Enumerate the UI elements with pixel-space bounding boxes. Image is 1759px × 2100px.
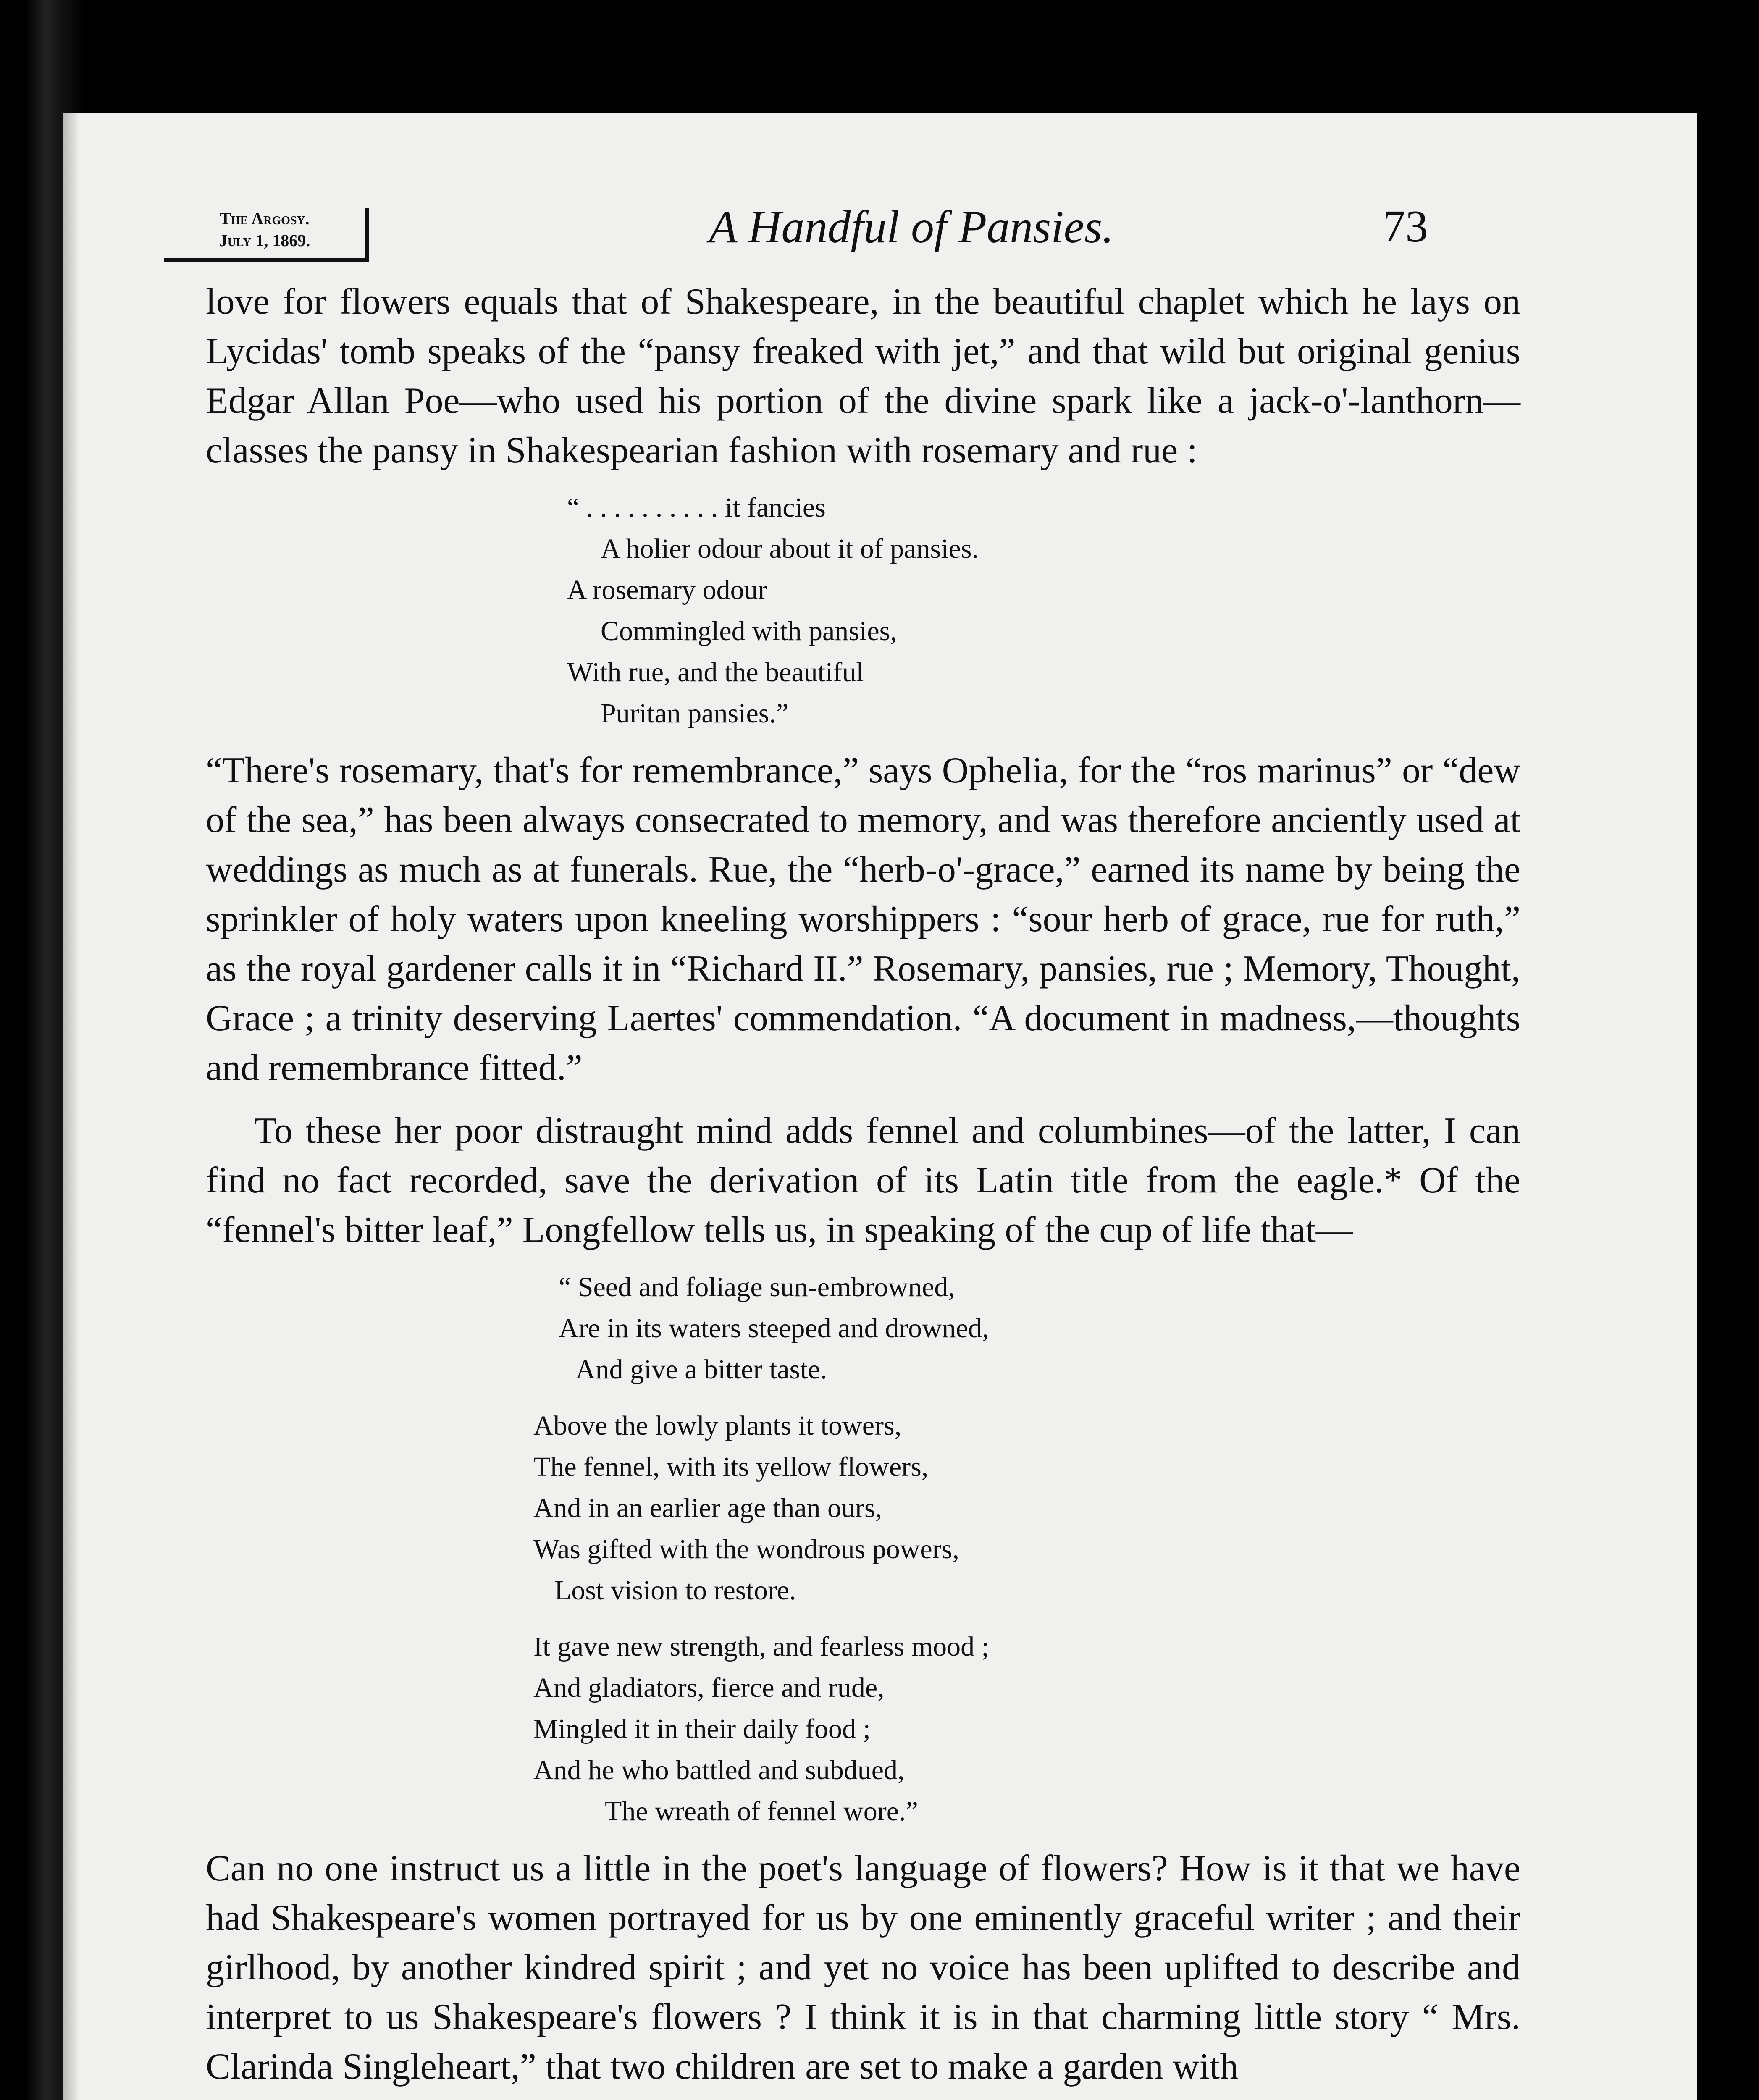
longfellow-quotation [533,1267,1520,1832]
running-head-line1: The Argosy. [220,209,310,228]
poem-line: Commingled with pansies, [601,616,897,646]
poem-line: And give a bitter taste. [575,1354,827,1385]
poem-line: Puritan pansies.” [601,698,789,729]
poem-line: It gave new strength, and fearless mood ; [533,1631,990,1662]
page-title: A Handful of Pansies. [709,201,1114,252]
running-header [164,195,1428,262]
poem-line: A holier odour about it of pansies. [601,533,979,564]
book-page [63,113,1697,2100]
poem-line: Was gifted with the wondrous powers, [533,1534,959,1564]
running-head-line2: July 1, 1869. [219,231,310,250]
paragraph-1: love for flowers equals that of Shakespeare, in the beautiful chaplet which he lays on Lycidas' tomb speaks of the “pansy freaked with jet,” and that wild but original genius Edgar Allan Poe—who used his portion of the divine spark like a jack-o'-lanthorn—classes the pansy in Shakespearian fashion with rosemary and rue : [206,281,1520,471]
page-body [206,277,1520,2092]
poem-line: And in an earlier age than ours, [533,1493,882,1523]
poem-line: A rosemary odour [567,575,767,605]
poem-line: Lost vision to restore. [554,1575,796,1606]
paragraph-3: To these her poor distraught mind adds fennel and columbines—of the latter, I can find no fact recorded, save the derivation of its Latin title from the eagle.* Of the “fennel's bitter leaf,” Longfellow tells us, in speaking of the cup of life that— [206,1110,1520,1250]
poem-line: And he who battled and subdued, [533,1755,905,1785]
page-number: 73 [1383,202,1428,252]
running-head-publication [164,208,369,262]
stanza-gap [533,1390,1520,1405]
poem-line: The fennel, with its yellow flowers, [533,1452,929,1482]
paragraph-2: “There's rosemary, that's for remembrance,” says Ophelia, for the “ros marinus” or “dew of the sea,” has been always consecrated to memory, and was therefore anciently used at weddings as much as at funerals. Rue, the “herb-o'-grace,” earned its name by being the sprinkler of holy waters upon kneeling worshippers : “sour herb of grace, rue for ruth,” as the royal gardener calls it in “Richard II.” Rosemary, pansies, rue ; Memory, Thought, Grace ; a trinity deserving Laertes' commendation. “A document in madness,—thoughts and remembrance fitted.” [206,750,1520,1088]
paragraph-4: Can no one instruct us a little in the poet's language of flowers? How is it that we have had Shakespeare's women portrayed for us by one eminently graceful writer ; and their girlhood, by another kindred spirit ; and yet no voice has been uplifted to describe and interpret to us Shakespeare's flowers ? I think it is in that charming little story “ Mrs. Clarinda Singleheart,” that two children are set to make a garden with [206,1848,1520,2087]
poe-quotation [567,487,1520,734]
poem-line: Mingled it in their daily food ; [533,1714,871,1744]
stanza-gap [533,1611,1520,1626]
poem-line: Are in its waters steeped and drowned, [559,1313,989,1344]
poem-line: “ Seed and foliage sun-embrowned, [559,1272,955,1302]
poem-line: Above the lowly plants it towers, [533,1410,902,1441]
poem-line: “ . . . . . . . . . . it fancies [567,492,826,523]
poem-line: With rue, and the beautiful [567,657,864,688]
poem-line: The wreath of fennel wore.” [605,1796,918,1827]
poem-line: And gladiators, fierce and rude, [533,1672,885,1703]
